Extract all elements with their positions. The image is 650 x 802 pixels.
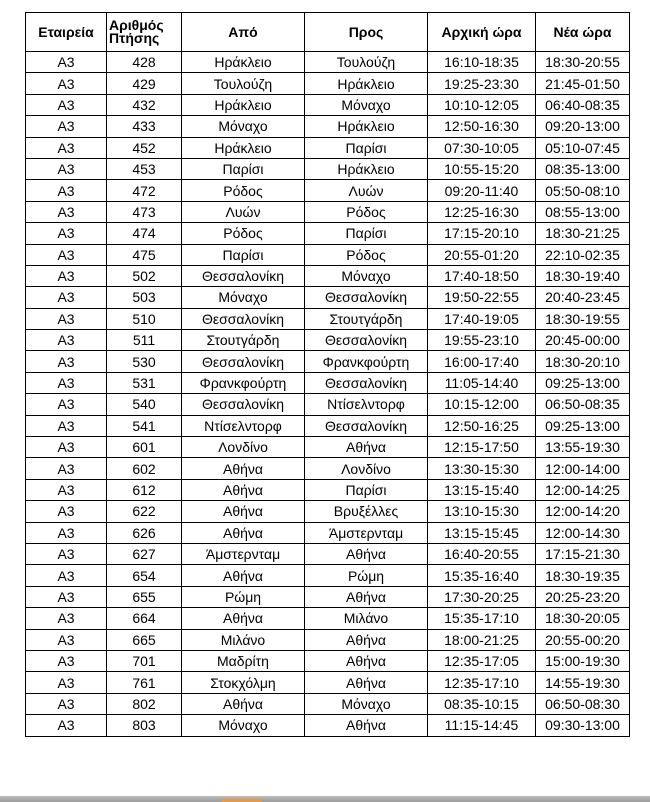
table-row bbox=[26, 672, 630, 693]
flight-number-cell: 428 bbox=[107, 52, 182, 73]
airline-cell: A3 bbox=[26, 693, 107, 714]
new-time-cell: 06:50-08:35 bbox=[536, 394, 630, 415]
original-time-cell: 12:50-16:25 bbox=[428, 415, 536, 436]
to-cell: Παρίσι bbox=[305, 479, 428, 500]
to-cell: Μόναχο bbox=[305, 265, 428, 286]
table-row bbox=[26, 522, 630, 543]
from-cell: Αθήνα bbox=[182, 565, 305, 586]
from-cell: Ηράκλειο bbox=[182, 52, 305, 73]
from-cell: Αθήνα bbox=[182, 458, 305, 479]
from-cell: Μιλάνο bbox=[182, 629, 305, 650]
original-time-cell: 17:40-18:50 bbox=[428, 265, 536, 286]
table-row bbox=[26, 629, 630, 650]
original-time-cell: 20:55-01:20 bbox=[428, 244, 536, 265]
flight-number-cell: 664 bbox=[107, 608, 182, 629]
from-cell: Αθήνα bbox=[182, 479, 305, 500]
table-row bbox=[26, 330, 630, 351]
table-row bbox=[26, 479, 630, 500]
table-row bbox=[26, 116, 630, 137]
bottom-scroll-edge bbox=[0, 796, 650, 802]
table-row bbox=[26, 586, 630, 607]
airline-cell: A3 bbox=[26, 479, 107, 500]
new-time-cell: 08:55-13:00 bbox=[536, 201, 630, 222]
original-time-cell: 10:10-12:05 bbox=[428, 94, 536, 115]
airline-cell: A3 bbox=[26, 437, 107, 458]
flight-number-cell: 802 bbox=[107, 693, 182, 714]
new-time-cell: 08:35-13:00 bbox=[536, 158, 630, 179]
flight-number-cell: 627 bbox=[107, 543, 182, 564]
from-cell: Ρώμη bbox=[182, 586, 305, 607]
table-row bbox=[26, 437, 630, 458]
to-cell: Αθήνα bbox=[305, 715, 428, 736]
table-row bbox=[26, 565, 630, 586]
to-cell: Ρόδος bbox=[305, 201, 428, 222]
flight-number-cell: 655 bbox=[107, 586, 182, 607]
original-time-cell: 09:20-11:40 bbox=[428, 180, 536, 201]
from-cell: Αθήνα bbox=[182, 693, 305, 714]
original-time-cell: 13:15-15:45 bbox=[428, 522, 536, 543]
original-time-cell: 11:15-14:45 bbox=[428, 715, 536, 736]
airline-cell: A3 bbox=[26, 308, 107, 329]
to-cell: Λυών bbox=[305, 180, 428, 201]
airline-cell: A3 bbox=[26, 394, 107, 415]
airline-cell: A3 bbox=[26, 543, 107, 564]
table-row bbox=[26, 201, 630, 222]
flight-number-cell: 530 bbox=[107, 351, 182, 372]
flight-number-cell: 473 bbox=[107, 201, 182, 222]
airline-cell: A3 bbox=[26, 158, 107, 179]
original-time-cell: 13:15-15:40 bbox=[428, 479, 536, 500]
table-row bbox=[26, 650, 630, 671]
new-time-cell: 12:00-14:25 bbox=[536, 479, 630, 500]
airline-cell: A3 bbox=[26, 650, 107, 671]
new-time-cell: 09:25-13:00 bbox=[536, 415, 630, 436]
table-row bbox=[26, 415, 630, 436]
flight-number-cell: 453 bbox=[107, 158, 182, 179]
to-cell: Ρώμη bbox=[305, 565, 428, 586]
original-time-cell: 17:30-20:25 bbox=[428, 586, 536, 607]
airline-cell: A3 bbox=[26, 715, 107, 736]
to-cell: Άμστερνταμ bbox=[305, 522, 428, 543]
table-row bbox=[26, 287, 630, 308]
airline-cell: A3 bbox=[26, 672, 107, 693]
to-cell: Αθήνα bbox=[305, 650, 428, 671]
table-row bbox=[26, 715, 630, 736]
original-time-cell: 18:00-21:25 bbox=[428, 629, 536, 650]
to-cell: Τουλούζη bbox=[305, 52, 428, 73]
airline-cell: A3 bbox=[26, 372, 107, 393]
original-time-cell: 11:05-14:40 bbox=[428, 372, 536, 393]
header-flight-number-line2: Πτήσης bbox=[109, 30, 160, 46]
airline-cell: A3 bbox=[26, 522, 107, 543]
header-flight-number-line1: Αριθμός bbox=[109, 17, 164, 33]
flight-number-cell: 510 bbox=[107, 308, 182, 329]
new-time-cell: 13:55-19:30 bbox=[536, 437, 630, 458]
table-row bbox=[26, 52, 630, 73]
to-cell: Ηράκλειο bbox=[305, 116, 428, 137]
new-time-cell: 17:15-21:30 bbox=[536, 543, 630, 564]
new-time-cell: 05:50-08:10 bbox=[536, 180, 630, 201]
airline-cell: A3 bbox=[26, 137, 107, 158]
new-time-cell: 18:30-21:25 bbox=[536, 223, 630, 244]
table-body bbox=[26, 52, 630, 737]
new-time-cell: 09:20-13:00 bbox=[536, 116, 630, 137]
airline-cell: A3 bbox=[26, 94, 107, 115]
table-row bbox=[26, 223, 630, 244]
from-cell: Άμστερνταμ bbox=[182, 543, 305, 564]
airline-cell: A3 bbox=[26, 116, 107, 137]
airline-cell: A3 bbox=[26, 244, 107, 265]
flight-number-cell: 475 bbox=[107, 244, 182, 265]
from-cell: Θεσσαλονίκη bbox=[182, 265, 305, 286]
to-cell: Θεσσαλονίκη bbox=[305, 330, 428, 351]
airline-cell: A3 bbox=[26, 415, 107, 436]
to-cell: Ρόδος bbox=[305, 244, 428, 265]
from-cell: Αθήνα bbox=[182, 501, 305, 522]
original-time-cell: 15:35-16:40 bbox=[428, 565, 536, 586]
table-row bbox=[26, 394, 630, 415]
flight-number-cell: 602 bbox=[107, 458, 182, 479]
flight-number-cell: 601 bbox=[107, 437, 182, 458]
table-row bbox=[26, 372, 630, 393]
flight-number-cell: 803 bbox=[107, 715, 182, 736]
new-time-cell: 05:10-07:45 bbox=[536, 137, 630, 158]
airline-cell: A3 bbox=[26, 330, 107, 351]
from-cell: Ρόδος bbox=[182, 223, 305, 244]
new-time-cell: 14:55-19:30 bbox=[536, 672, 630, 693]
original-time-cell: 12:50-16:30 bbox=[428, 116, 536, 137]
flight-number-cell: 654 bbox=[107, 565, 182, 586]
table-header-row bbox=[26, 13, 630, 52]
from-cell: Μόναχο bbox=[182, 116, 305, 137]
original-time-cell: 16:10-18:35 bbox=[428, 52, 536, 73]
flight-number-cell: 474 bbox=[107, 223, 182, 244]
table-row bbox=[26, 137, 630, 158]
airline-cell: A3 bbox=[26, 565, 107, 586]
from-cell: Μόναχο bbox=[182, 287, 305, 308]
original-time-cell: 17:15-20:10 bbox=[428, 223, 536, 244]
new-time-cell: 20:40-23:45 bbox=[536, 287, 630, 308]
new-time-cell: 18:30-19:35 bbox=[536, 565, 630, 586]
airline-cell: A3 bbox=[26, 458, 107, 479]
to-cell: Παρίσι bbox=[305, 223, 428, 244]
header-from: Από bbox=[182, 13, 305, 52]
table-row bbox=[26, 351, 630, 372]
header-flight-number bbox=[107, 13, 182, 52]
to-cell: Αθήνα bbox=[305, 672, 428, 693]
to-cell: Φρανκφούρτη bbox=[305, 351, 428, 372]
flight-schedule-table bbox=[25, 12, 630, 737]
table-row bbox=[26, 693, 630, 714]
original-time-cell: 13:10-15:30 bbox=[428, 501, 536, 522]
flight-number-cell: 432 bbox=[107, 94, 182, 115]
airline-cell: A3 bbox=[26, 223, 107, 244]
original-time-cell: 10:15-12:00 bbox=[428, 394, 536, 415]
from-cell: Στοκχόλμη bbox=[182, 672, 305, 693]
original-time-cell: 12:35-17:10 bbox=[428, 672, 536, 693]
new-time-cell: 15:00-19:30 bbox=[536, 650, 630, 671]
to-cell: Μόναχο bbox=[305, 94, 428, 115]
from-cell: Ρόδος bbox=[182, 180, 305, 201]
flight-number-cell: 701 bbox=[107, 650, 182, 671]
original-time-cell: 12:35-17:05 bbox=[428, 650, 536, 671]
to-cell: Μόναχο bbox=[305, 693, 428, 714]
table-row bbox=[26, 265, 630, 286]
from-cell: Παρίσι bbox=[182, 158, 305, 179]
new-time-cell: 20:45-00:00 bbox=[536, 330, 630, 351]
airline-cell: A3 bbox=[26, 586, 107, 607]
table-row bbox=[26, 180, 630, 201]
from-cell: Φρανκφούρτη bbox=[182, 372, 305, 393]
new-time-cell: 12:00-14:30 bbox=[536, 522, 630, 543]
flight-number-cell: 433 bbox=[107, 116, 182, 137]
new-time-cell: 09:25-13:00 bbox=[536, 372, 630, 393]
airline-cell: A3 bbox=[26, 287, 107, 308]
to-cell: Θεσσαλονίκη bbox=[305, 287, 428, 308]
new-time-cell: 20:25-23:20 bbox=[536, 586, 630, 607]
new-time-cell: 18:30-19:55 bbox=[536, 308, 630, 329]
to-cell: Θεσσαλονίκη bbox=[305, 372, 428, 393]
table-row bbox=[26, 308, 630, 329]
original-time-cell: 15:35-17:10 bbox=[428, 608, 536, 629]
flight-number-cell: 665 bbox=[107, 629, 182, 650]
flight-number-cell: 452 bbox=[107, 137, 182, 158]
from-cell: Ηράκλειο bbox=[182, 94, 305, 115]
original-time-cell: 19:50-22:55 bbox=[428, 287, 536, 308]
original-time-cell: 07:30-10:05 bbox=[428, 137, 536, 158]
new-time-cell: 21:45-01:50 bbox=[536, 73, 630, 94]
from-cell: Ηράκλειο bbox=[182, 137, 305, 158]
flight-number-cell: 541 bbox=[107, 415, 182, 436]
to-cell: Αθήνα bbox=[305, 437, 428, 458]
flight-number-cell: 622 bbox=[107, 501, 182, 522]
from-cell: Αθήνα bbox=[182, 608, 305, 629]
new-time-cell: 09:30-13:00 bbox=[536, 715, 630, 736]
from-cell: Παρίσι bbox=[182, 244, 305, 265]
table-row bbox=[26, 158, 630, 179]
to-cell: Μιλάνο bbox=[305, 608, 428, 629]
from-cell: Θεσσαλονίκη bbox=[182, 308, 305, 329]
from-cell: Λονδίνο bbox=[182, 437, 305, 458]
flight-number-cell: 540 bbox=[107, 394, 182, 415]
new-time-cell: 20:55-00:20 bbox=[536, 629, 630, 650]
airline-cell: A3 bbox=[26, 629, 107, 650]
from-cell: Αθήνα bbox=[182, 522, 305, 543]
original-time-cell: 08:35-10:15 bbox=[428, 693, 536, 714]
new-time-cell: 18:30-20:05 bbox=[536, 608, 630, 629]
flight-number-cell: 502 bbox=[107, 265, 182, 286]
from-cell: Λυών bbox=[182, 201, 305, 222]
flight-number-cell: 429 bbox=[107, 73, 182, 94]
to-cell: Αθήνα bbox=[305, 629, 428, 650]
from-cell: Θεσσαλονίκη bbox=[182, 394, 305, 415]
new-time-cell: 06:50-08:30 bbox=[536, 693, 630, 714]
header-to: Προς bbox=[305, 13, 428, 52]
new-time-cell: 22:10-02:35 bbox=[536, 244, 630, 265]
header-original-time: Αρχική ώρα bbox=[428, 13, 536, 52]
table-row bbox=[26, 244, 630, 265]
airline-cell: A3 bbox=[26, 52, 107, 73]
to-cell: Βρυξέλλες bbox=[305, 501, 428, 522]
from-cell: Τουλούζη bbox=[182, 73, 305, 94]
from-cell: Μαδρίτη bbox=[182, 650, 305, 671]
original-time-cell: 16:40-20:55 bbox=[428, 543, 536, 564]
header-new-time: Νέα ώρα bbox=[536, 13, 630, 52]
original-time-cell: 12:25-16:30 bbox=[428, 201, 536, 222]
airline-cell: A3 bbox=[26, 265, 107, 286]
table-row bbox=[26, 501, 630, 522]
to-cell: Αθήνα bbox=[305, 543, 428, 564]
new-time-cell: 12:00-14:20 bbox=[536, 501, 630, 522]
original-time-cell: 16:00-17:40 bbox=[428, 351, 536, 372]
original-time-cell: 13:30-15:30 bbox=[428, 458, 536, 479]
flight-number-cell: 503 bbox=[107, 287, 182, 308]
new-time-cell: 06:40-08:35 bbox=[536, 94, 630, 115]
new-time-cell: 18:30-20:10 bbox=[536, 351, 630, 372]
from-cell: Θεσσαλονίκη bbox=[182, 351, 305, 372]
original-time-cell: 17:40-19:05 bbox=[428, 308, 536, 329]
airline-cell: A3 bbox=[26, 201, 107, 222]
to-cell: Θεσσαλονίκη bbox=[305, 415, 428, 436]
new-time-cell: 18:30-19:40 bbox=[536, 265, 630, 286]
table-row bbox=[26, 94, 630, 115]
airline-cell: A3 bbox=[26, 608, 107, 629]
original-time-cell: 10:55-15:20 bbox=[428, 158, 536, 179]
to-cell: Παρίσι bbox=[305, 137, 428, 158]
airline-cell: A3 bbox=[26, 501, 107, 522]
from-cell: Στουτγάρδη bbox=[182, 330, 305, 351]
from-cell: Μόναχο bbox=[182, 715, 305, 736]
header-airline: Εταιρεία bbox=[26, 13, 107, 52]
table-row bbox=[26, 458, 630, 479]
flight-number-cell: 531 bbox=[107, 372, 182, 393]
to-cell: Ντίσελντορφ bbox=[305, 394, 428, 415]
flight-number-cell: 626 bbox=[107, 522, 182, 543]
flight-number-cell: 472 bbox=[107, 180, 182, 201]
airline-cell: A3 bbox=[26, 73, 107, 94]
table-row bbox=[26, 608, 630, 629]
to-cell: Ηράκλειο bbox=[305, 158, 428, 179]
new-time-cell: 12:00-14:00 bbox=[536, 458, 630, 479]
original-time-cell: 19:55-23:10 bbox=[428, 330, 536, 351]
new-time-cell: 18:30-20:55 bbox=[536, 52, 630, 73]
to-cell: Λονδίνο bbox=[305, 458, 428, 479]
airline-cell: A3 bbox=[26, 351, 107, 372]
to-cell: Ηράκλειο bbox=[305, 73, 428, 94]
table-row bbox=[26, 73, 630, 94]
airline-cell: A3 bbox=[26, 180, 107, 201]
original-time-cell: 12:15-17:50 bbox=[428, 437, 536, 458]
flight-number-cell: 511 bbox=[107, 330, 182, 351]
to-cell: Αθήνα bbox=[305, 586, 428, 607]
table-row bbox=[26, 543, 630, 564]
to-cell: Στουτγάρδη bbox=[305, 308, 428, 329]
from-cell: Ντίσελντορφ bbox=[182, 415, 305, 436]
original-time-cell: 19:25-23:30 bbox=[428, 73, 536, 94]
flight-number-cell: 761 bbox=[107, 672, 182, 693]
flight-number-cell: 612 bbox=[107, 479, 182, 500]
